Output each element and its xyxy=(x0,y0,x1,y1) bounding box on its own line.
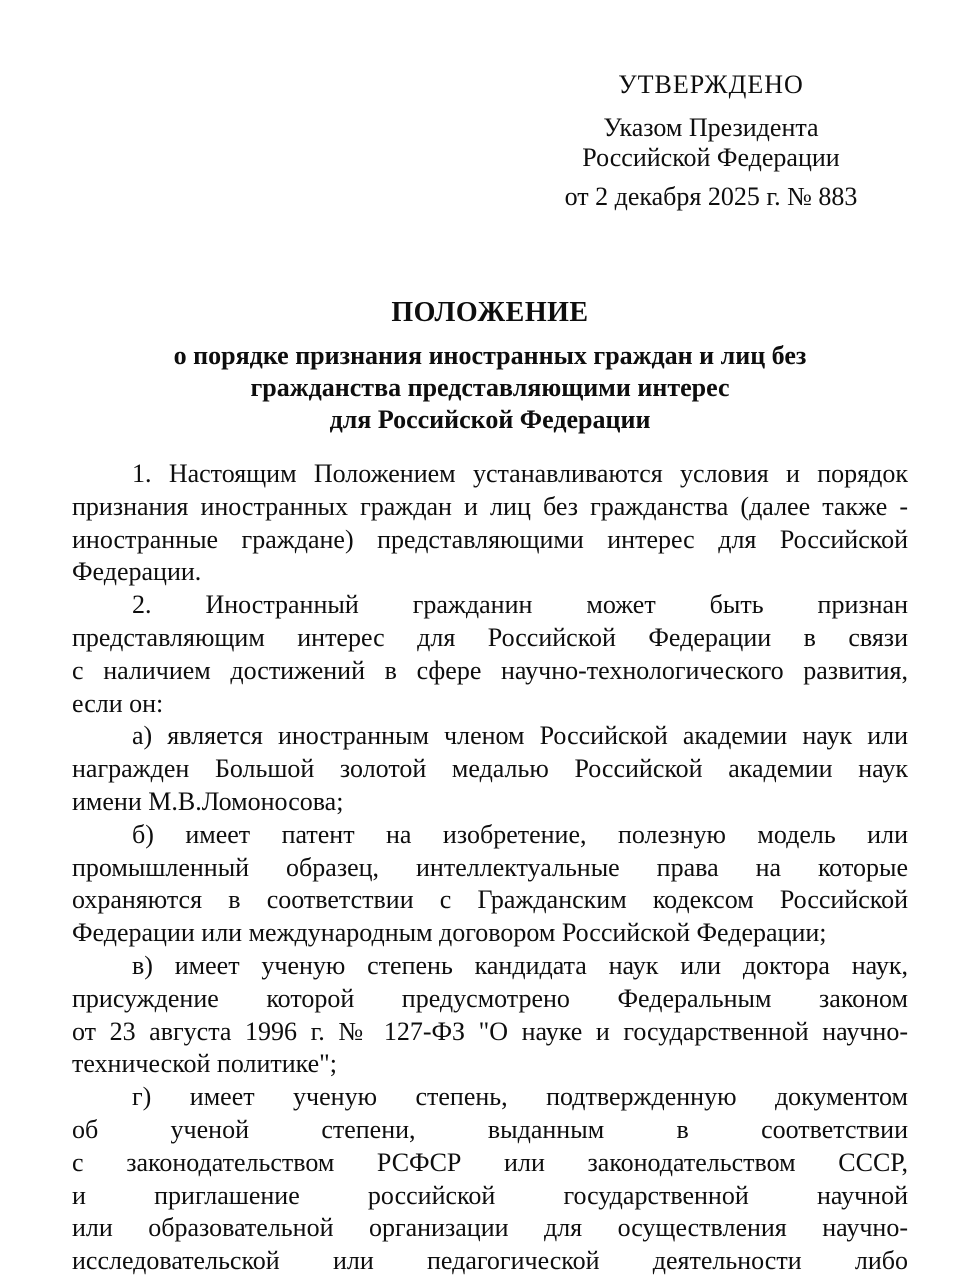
approval-line: от 2 декабря 2025 г. № 883 xyxy=(564,182,858,211)
approval-line: УТВЕРЖДЕНО xyxy=(618,70,804,99)
document-body xyxy=(72,458,908,1278)
text-line: или образовательной организации для осуществления научно- xyxy=(72,1213,908,1243)
text-line: присуждение которой предусмотрено Федеральным законом xyxy=(72,983,908,1013)
text-line: представляющим интерес для Российской Федерации в связи xyxy=(72,622,908,652)
paragraph xyxy=(72,950,908,1081)
text-line: награжден Большой золотой медалью Российской академии наук xyxy=(72,754,908,784)
approval-line: Указом Президента xyxy=(603,113,819,142)
text-line: Федерации или международным договором Российской Федерации; xyxy=(72,918,827,948)
text-line: Федерации. xyxy=(72,557,202,587)
text-line: с наличием достижений в сфере научно-технологического развития, xyxy=(72,655,908,685)
document-title: ПОЛОЖЕНИЕ xyxy=(391,297,589,328)
text-line: в) имеет ученую степень кандидата наук или доктора наук, xyxy=(132,950,908,980)
text-line: г) имеет ученую степень, подтвержденную документом xyxy=(132,1082,908,1112)
text-line: если он: xyxy=(72,688,164,718)
text-line: б) имеет патент на изобретение, полезную модель или xyxy=(132,819,908,849)
text-line: 1. Настоящим Положением устанавливаются условия и порядок xyxy=(132,459,908,488)
document-subtitle xyxy=(72,340,908,436)
text-line: а) является иностранным членом Российской академии наук или xyxy=(132,721,908,751)
text-line: с законодательством РСФСР или законодательством СССР, xyxy=(72,1147,908,1177)
approval-block xyxy=(540,70,882,212)
paragraph xyxy=(72,720,908,818)
subtitle-line: для Российской Федерации xyxy=(329,405,651,434)
text-line: иностранные граждане) представляющими интерес для Российской xyxy=(72,524,908,554)
subtitle-line: о порядке признания иностранных граждан и лиц без xyxy=(173,341,807,370)
paragraph xyxy=(72,589,908,720)
paragraph xyxy=(72,819,908,950)
text-line: технической политике"; xyxy=(72,1049,338,1079)
text-line: имени М.В.Ломоносова; xyxy=(72,786,344,816)
text-line: исследовательской или педагогической деятельности либо xyxy=(72,1246,908,1276)
text-line: 2. Иностранный гражданин может быть признан xyxy=(132,590,908,620)
text-line: признания иностранных граждан и лиц без гражданства (далее также - xyxy=(72,491,908,521)
subtitle-line: гражданства представляющими интерес xyxy=(250,373,730,402)
text-line: охраняются в соответствии с Гражданским кодексом Российской xyxy=(72,885,908,915)
approval-line: Российской Федерации xyxy=(582,143,840,172)
text-line: и приглашение российской государственной научной xyxy=(72,1180,908,1210)
paragraph xyxy=(72,458,908,589)
text-line: от 23 августа 1996 г. № 127-ФЗ "О науке и государственной научно- xyxy=(72,1016,908,1046)
text-line: промышленный образец, интеллектуальные права на которые xyxy=(72,852,908,882)
text-line: об ученой степени, выданным в соответствии xyxy=(72,1114,908,1144)
paragraph xyxy=(72,1081,908,1278)
